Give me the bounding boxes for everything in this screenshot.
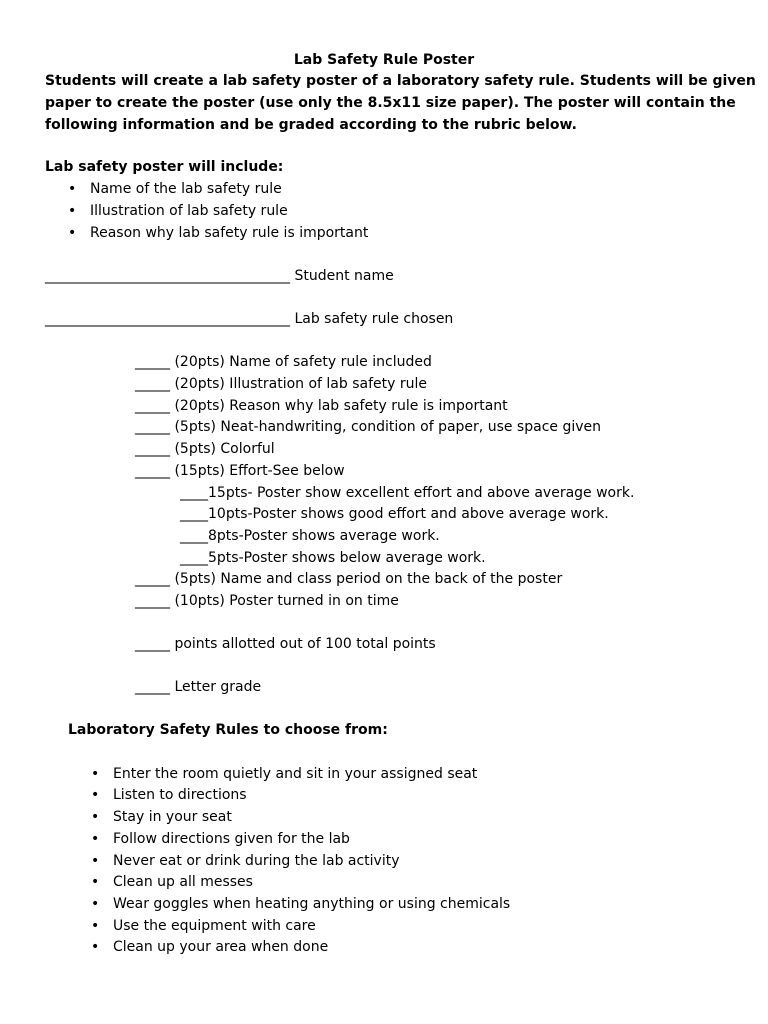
rubric-item: _____ (20pts) Name of safety rule included bbox=[135, 354, 432, 370]
includes-item: • Illustration of lab safety rule bbox=[90, 201, 288, 221]
intro-line: following information and be graded according to the rubric below. bbox=[45, 117, 577, 133]
rubric-item: _____ (5pts) Colorful bbox=[135, 441, 275, 457]
rubric-item: _____ (5pts) Neat-handwriting, condition of paper, use space given bbox=[135, 419, 601, 435]
letter-grade-line: _____ Letter grade bbox=[135, 679, 262, 695]
rule-list-item: • Wear goggles when heating anything or using chemicals bbox=[113, 894, 510, 914]
rule-chosen-label: Lab safety rule chosen bbox=[294, 311, 454, 327]
includes-item: • Name of the lab safety rule bbox=[90, 179, 282, 199]
intro-line: Students will create a lab safety poster of a laboratory safety rule. Students will be given bbox=[45, 73, 756, 89]
rubric-item: _____ (10pts) Poster turned in on time bbox=[135, 593, 399, 609]
effort-level-item: ____15pts- Poster show excellent effort and above average work. bbox=[180, 485, 635, 501]
rubric-item: _____ (5pts) Name and class period on the back of the poster bbox=[135, 571, 563, 587]
rule-list-item: • Follow directions given for the lab bbox=[113, 829, 350, 849]
rule-chosen-blank: ___________________________________ bbox=[45, 311, 290, 327]
rubric-item: _____ (15pts) Effort-See below bbox=[135, 463, 345, 479]
rule-list-item: • Use the equipment with care bbox=[113, 916, 316, 936]
rule-list-item: • Stay in your seat bbox=[113, 807, 232, 827]
rules-heading: Laboratory Safety Rules to choose from: bbox=[68, 722, 388, 738]
rubric-item: _____ (20pts) Illustration of lab safety rule bbox=[135, 376, 427, 392]
page-title: Lab Safety Rule Poster bbox=[293, 52, 475, 68]
student-name-blank: ___________________________________ bbox=[45, 268, 290, 284]
rule-list-item: • Never eat or drink during the lab activity bbox=[113, 851, 400, 871]
rule-list-item: • Listen to directions bbox=[113, 785, 247, 805]
student-name-label: Student name bbox=[294, 268, 394, 284]
rule-chosen-line bbox=[45, 309, 453, 329]
rubric-item: _____ (20pts) Reason why lab safety rule is important bbox=[135, 398, 508, 414]
student-name-line bbox=[45, 266, 394, 286]
points-total-line: _____ points allotted out of 100 total points bbox=[135, 636, 436, 652]
includes-heading: Lab safety poster will include: bbox=[45, 159, 284, 175]
rule-list-item: • Enter the room quietly and sit in your assigned seat bbox=[113, 764, 477, 784]
includes-item: • Reason why lab safety rule is important bbox=[90, 223, 368, 243]
effort-level-item: ____5pts-Poster shows below average work. bbox=[180, 550, 486, 566]
rule-list-item: • Clean up all messes bbox=[113, 872, 253, 892]
effort-level-item: ____8pts-Poster shows average work. bbox=[180, 528, 440, 544]
rule-list-item: • Clean up your area when done bbox=[113, 937, 328, 957]
effort-level-item: ____10pts-Poster shows good effort and above average work. bbox=[180, 506, 609, 522]
intro-line: paper to create the poster (use only the 8.5x11 size paper). The poster will contain the bbox=[45, 95, 736, 111]
